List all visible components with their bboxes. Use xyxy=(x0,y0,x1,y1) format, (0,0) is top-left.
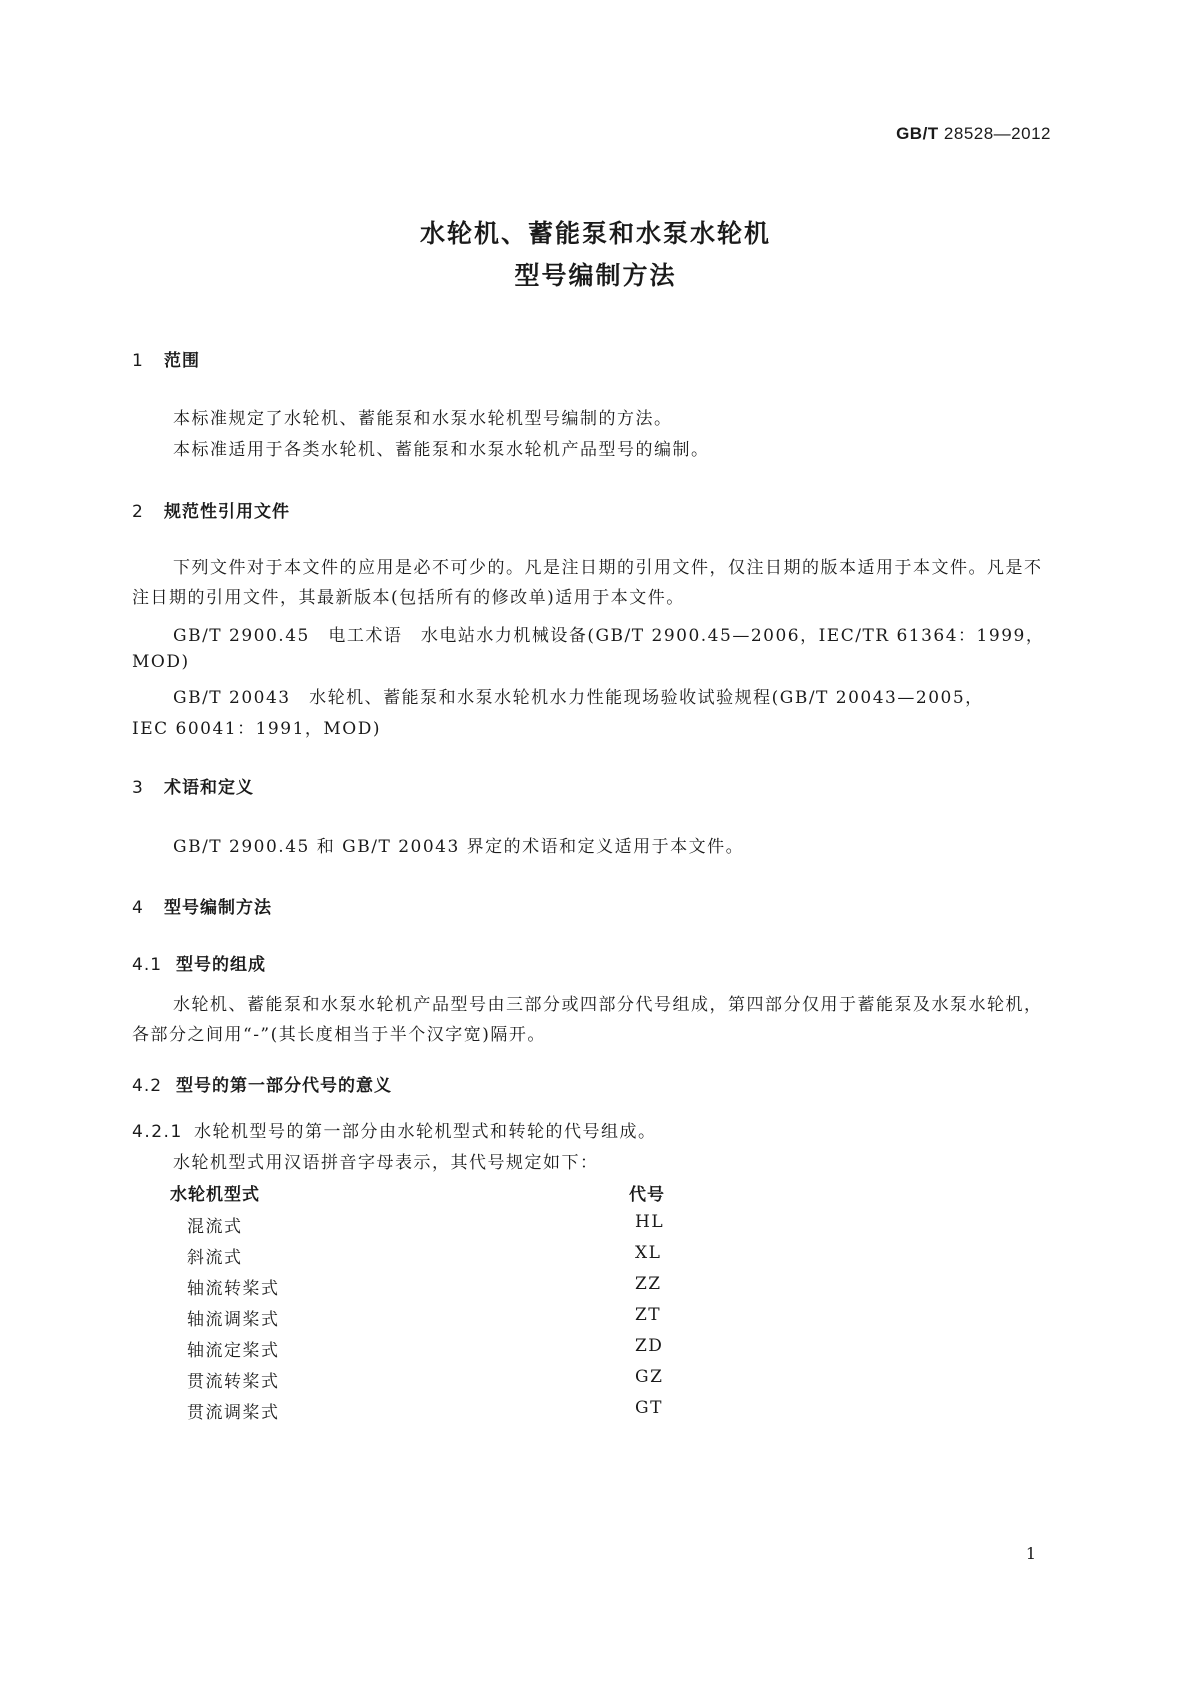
table-header-type: 水轮机型式 xyxy=(170,1185,260,1205)
standard-prefix: GB/T xyxy=(896,124,939,143)
table-cell-type: 轴流定桨式 xyxy=(187,1341,280,1361)
reference-2-line-2: IEC 60041：1991，MOD) xyxy=(132,719,381,739)
reference-1-line-1: GB/T 2900.45 电工术语 水电站水力机械设备(GB/T 2900.45—2006，IEC/TR 61364：1999， xyxy=(173,626,1045,646)
table-cell-code: HL xyxy=(635,1212,665,1232)
section-number: 4 xyxy=(132,898,144,918)
section-title: 型号的第一部分代号的意义 xyxy=(176,1076,392,1096)
table-cell-type: 轴流调桨式 xyxy=(187,1310,280,1330)
table-cell-type: 轴流转桨式 xyxy=(187,1279,280,1299)
clause-4-2-1 xyxy=(132,1117,657,1142)
section-title: 术语和定义 xyxy=(164,778,254,798)
table-cell-code: ZZ xyxy=(635,1274,662,1294)
table-cell-type: 混流式 xyxy=(187,1217,243,1237)
table-cell-code: ZD xyxy=(635,1336,664,1356)
table-cell-code: ZT xyxy=(635,1305,662,1325)
section-1-para-2: 本标准适用于各类水轮机、蓄能泵和水泵水轮机产品型号的编制。 xyxy=(173,440,710,460)
table-cell-code: GT xyxy=(635,1398,663,1418)
standard-code xyxy=(896,124,1051,144)
section-4-2-heading xyxy=(132,1071,392,1096)
section-title: 型号编制方法 xyxy=(164,898,272,918)
section-title: 规范性引用文件 xyxy=(164,502,290,522)
page-number: 1 xyxy=(1025,1544,1036,1563)
table-cell-type: 贯流转桨式 xyxy=(187,1372,280,1392)
reference-1-line-2: MOD) xyxy=(132,652,190,672)
section-number: 1 xyxy=(132,351,144,371)
section-4-heading xyxy=(132,893,272,918)
section-2-heading xyxy=(132,497,290,522)
section-3-heading xyxy=(132,773,254,798)
section-title: 型号的组成 xyxy=(176,955,266,975)
section-number: 4.2 xyxy=(132,1076,163,1096)
section-1-heading xyxy=(132,346,200,371)
clause-number: 4.2.1 xyxy=(132,1122,183,1142)
table-cell-code: XL xyxy=(635,1243,662,1263)
standard-number: 28528—2012 xyxy=(943,124,1051,143)
section-title: 范围 xyxy=(164,351,200,371)
table-cell-type: 贯流调桨式 xyxy=(187,1403,280,1423)
section-number: 2 xyxy=(132,502,144,522)
doc-title-line2: 型号编制方法 xyxy=(514,261,677,290)
section-1-para-1: 本标准规定了水轮机、蓄能泵和水泵水轮机型号编制的方法。 xyxy=(173,409,673,429)
section-2-para-1: 下列文件对于本文件的应用是必不可少的。凡是注日期的引用文件，仅注日期的版本适用于本文件。凡是不注日期的引用文件，其最新版本(包括所有的修改单)适用于本文件。 xyxy=(132,558,1043,608)
table-cell-type: 斜流式 xyxy=(187,1248,243,1268)
section-number: 4.1 xyxy=(132,955,163,975)
section-4-1-para-1: 水轮机、蓄能泵和水泵水轮机产品型号由三部分或四部分代号组成，第四部分仅用于蓄能泵及水泵水轮机，各部分之间用“-”(其长度相当于半个汉字宽)隔开。 xyxy=(132,995,1043,1045)
doc-title-line1: 水轮机、蓄能泵和水泵水轮机 xyxy=(419,219,771,248)
section-3-para-1: GB/T 2900.45 和 GB/T 20043 界定的术语和定义适用于本文件。 xyxy=(173,837,745,857)
clause-text: 水轮机型号的第一部分由水轮机型式和转轮的代号组成。 xyxy=(194,1122,657,1142)
clause-4-2-1-para-2: 水轮机型式用汉语拼音字母表示，其代号规定如下： xyxy=(173,1153,599,1173)
section-number: 3 xyxy=(132,778,144,798)
table-cell-code: GZ xyxy=(635,1367,664,1387)
table-header-code: 代号 xyxy=(629,1185,665,1205)
reference-2-line-1: GB/T 20043 水轮机、蓄能泵和水泵水轮机水力性能现场验收试验规程(GB/T 20043—2005， xyxy=(173,688,984,708)
section-4-1-heading xyxy=(132,950,266,975)
